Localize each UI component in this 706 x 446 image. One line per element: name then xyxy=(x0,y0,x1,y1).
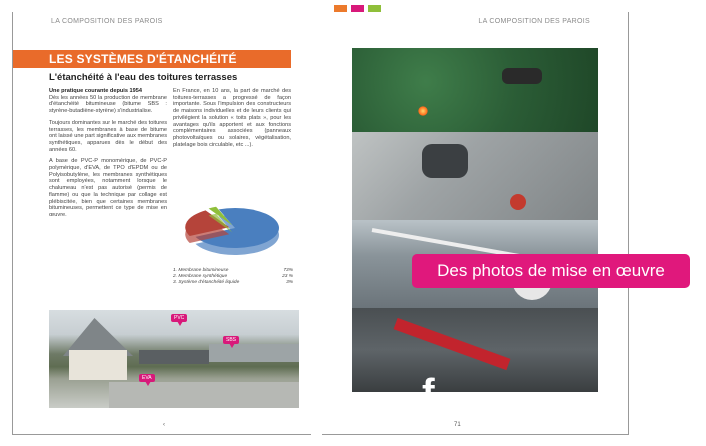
eva-pin-icon xyxy=(145,381,151,386)
paragraph-2: Toujours dominantes sur le marché des toitures terrasses, les membranes à base de bitume ont laissé une part significative aux membranes synthétiques, apparues dès le début des années 60. xyxy=(49,119,167,153)
terrace-roof-1 xyxy=(139,350,209,364)
heat-gun-shape xyxy=(422,144,468,178)
rooftop-photo xyxy=(49,310,299,408)
left-page-number: ‹ xyxy=(163,422,165,428)
terrace-roof-2 xyxy=(209,344,299,362)
boot-shape xyxy=(502,68,542,84)
pvc-label: PVC xyxy=(171,314,187,322)
paragraph-4: En France, en 10 ans, la part de marché des toitures-terrasses a progressé de façon importante. Sous l'impulsion des constructeurs de maisons individuelles et de leurs clients qui privilégient la solution « toits plats », pour les avantages qu'ils apportent et aux fonctions complémentaires associées (panneaux photovoltaïques ou solaires, végétalisation, platelage bois circulable, etc ...). xyxy=(173,88,291,148)
text-column-2 xyxy=(173,88,291,153)
pie-chart xyxy=(173,202,283,264)
hot-air-welding-photo xyxy=(352,132,598,220)
section-title: LES SYSTÈMES D'ÉTANCHÉITÉ xyxy=(49,52,237,66)
sbs-label: SBS xyxy=(223,336,239,344)
subhead: L'étanchéité à l'eau des toitures terrasses xyxy=(49,72,238,83)
left-page xyxy=(12,12,311,435)
legend-item: 1. Membrane bitumineuse 73% xyxy=(173,268,293,273)
torch-flame-icon xyxy=(418,106,428,116)
caulking-gun-shape xyxy=(394,318,511,370)
left-running-head: LA COMPOSITION DES PAROIS xyxy=(51,18,163,25)
sealant-gun-photo xyxy=(352,308,598,392)
legend-item: 2. Membrane synthétique 23 % xyxy=(173,273,293,279)
right-page-number: 71 xyxy=(454,422,461,428)
lead-in: Une pratique courante depuis 1954 xyxy=(49,88,142,94)
chart-legend xyxy=(173,268,293,285)
roller-shape xyxy=(510,194,526,210)
pvc-pin-icon xyxy=(177,321,183,326)
decorative-fragment: f xyxy=(422,372,435,414)
callout-badge: Des photos de mise en œuvre xyxy=(412,254,690,288)
right-page xyxy=(322,12,629,435)
sbs-pin-icon xyxy=(229,343,235,348)
paragraph-1: Dès les années 50 la production de membrane d'étanchéité bitumineuse (bitume SBS : styrène-butadiène-styrène) s'industrialise. xyxy=(49,94,167,115)
eva-label: EVA xyxy=(139,374,155,382)
text-column-1 xyxy=(49,88,167,224)
house-wall xyxy=(69,350,127,380)
terrace-floor xyxy=(109,382,299,408)
torch-photo xyxy=(352,48,598,132)
legend-item: 3. Système d'étanchéité liquide 3% xyxy=(173,279,293,285)
right-running-head: LA COMPOSITION DES PAROIS xyxy=(478,18,590,25)
paragraph-3: A base de PVC-P monomérique, de PVC-P polymérique, d'EVA, de TPO d'EPDM ou de Polyisobutylène, les membranes synthétiques sont employées, notamment lorsque le chalumeau n'est pas autorisé (permis de flamme) ou que la technique par collage est plébiscitée, bien que certaines membranes bitumineuses, permettent ce type de mise en œuvre. xyxy=(49,158,167,218)
section-banner xyxy=(13,50,291,68)
